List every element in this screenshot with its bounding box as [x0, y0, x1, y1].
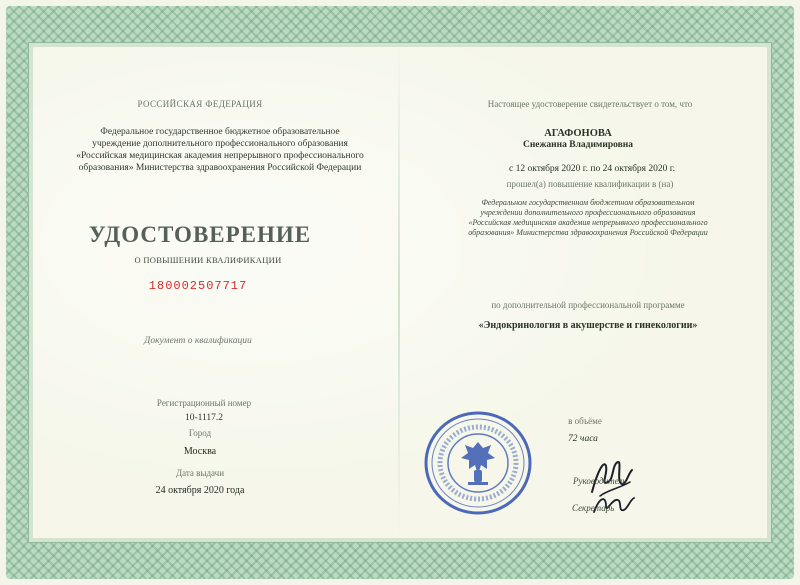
serial-number: 180002507717: [148, 279, 248, 293]
holder-given-names: Снежанна Владимировна: [522, 140, 634, 150]
volume-label: в объёме: [568, 416, 602, 426]
city-label: Город: [188, 428, 212, 438]
training-institution: [468, 198, 708, 238]
issue-date-label: Дата выдачи: [175, 468, 225, 478]
issuer-line: учреждение дополнительного профессионального образования: [92, 139, 348, 149]
training-period: с 12 октября 2020 г. по 24 октября 2020 г.: [508, 164, 676, 174]
certificate-paper: [28, 42, 772, 543]
head-signature-label: Руководитель: [573, 476, 627, 486]
attestation-text: Настоящее удостоверение свидетельствует о том, что: [487, 99, 693, 109]
secretary-signature-label: Секретарь: [572, 503, 615, 513]
institution-line: «Российская медицинская академия непрерывного профессионального: [468, 218, 708, 227]
official-seal-icon: [420, 408, 540, 518]
issue-date: 24 октября 2020 года: [155, 485, 245, 496]
document-type: Документ о квалификации: [144, 336, 252, 346]
registration-number-label: Регистрационный номер: [156, 398, 252, 408]
city-value: Москва: [183, 446, 217, 457]
document-title: УДОСТОВЕРЕНИЕ: [88, 222, 312, 247]
program-label: по дополнительной профессиональной программе: [491, 300, 685, 310]
volume-hours: 72 часа: [568, 434, 598, 444]
holder-surname: АГАФОНОВА: [544, 128, 612, 139]
completed-training-text: прошел(а) повышение квалификации в (на): [506, 179, 674, 189]
issuer-line: «Российская медицинская академия непрерывного профессионального: [76, 151, 364, 161]
center-fold: [398, 42, 400, 543]
institution-line: образования» Министерства здравоохранения Российской Федерации: [468, 228, 708, 237]
institution-line: учреждении дополнительного профессионального образования: [480, 208, 696, 217]
institution-line: Федеральном государственном бюджетном образовательном: [481, 198, 695, 207]
registration-number: 10-1117.2: [184, 413, 224, 423]
program-name: «Эндокринология в акушерстве и гинекологии»: [478, 320, 698, 331]
issuer-line: образования» Министерства здравоохранения Российской Федерации: [78, 163, 362, 173]
issuer-organization: [76, 126, 364, 174]
country-label: РОССИЙСКАЯ ФЕДЕРАЦИЯ: [137, 99, 263, 109]
issuer-line: Федеральное государственное бюджетное образовательное: [100, 127, 340, 137]
document-subtitle: О ПОВЫШЕНИИ КВАЛИФИКАЦИИ: [134, 255, 282, 265]
